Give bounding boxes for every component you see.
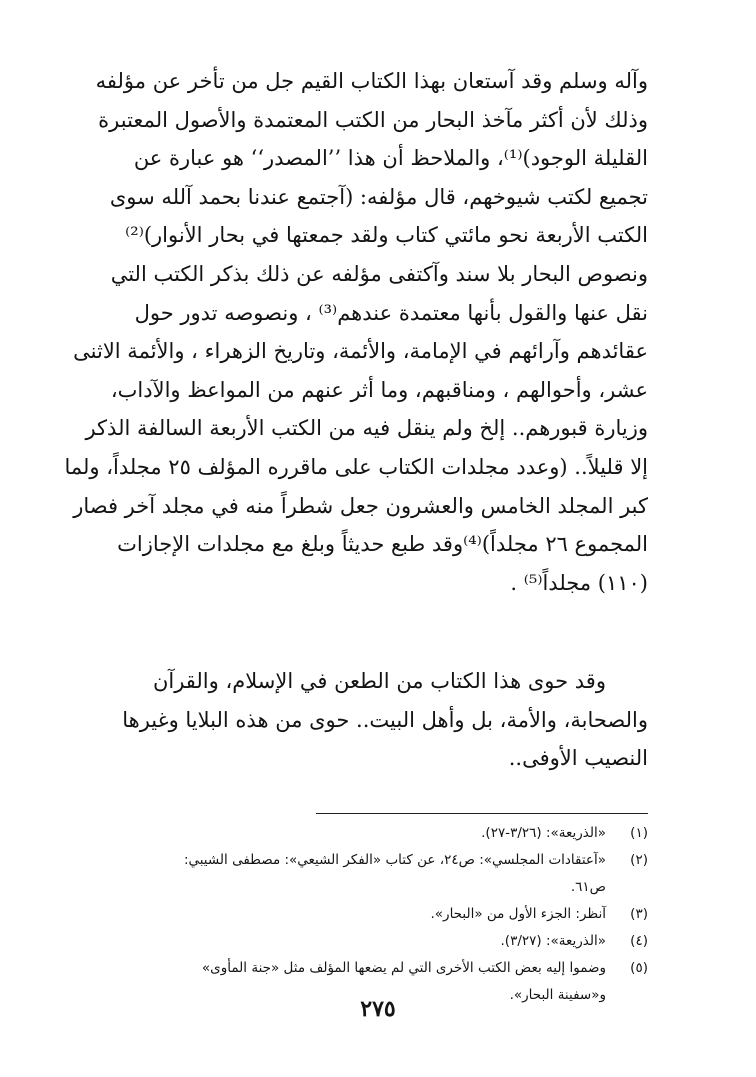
text-line: تجميع لكتب شيوخهم، قال مؤلفه: (آجتمع عندنا بحمد آلله سوى xyxy=(109,184,648,209)
page-number: ٢٧٥ xyxy=(360,996,396,1022)
text-line: ونصوص البحار بلا سند وآكتفى مؤلفه عن ذلك بذكر الكتب التي xyxy=(110,261,648,286)
footnote-text: «الذريعة»: (٣/٢٧). xyxy=(500,933,606,949)
text-line: وقد حوى هذا الكتاب من الطعن في الإسلام، والقرآن xyxy=(152,669,606,693)
footnote-number: (١) xyxy=(630,825,648,841)
text-line: إلا قليلاً.. (وعدد مجلدات الكتاب على ماقرره المؤلف ٢٥ مجلداً، ولما xyxy=(64,454,648,479)
text-line: القليلة الوجود)⁽¹⁾، والملاحظ أن هذا ’’المصدر‘‘ هو عبارة عن xyxy=(133,146,648,171)
text-line: والصحابة، والأمة، بل وأهل البيت.. حوى من هذه البلايا وغيرها xyxy=(122,707,648,732)
text-line: الكتب الأربعة نحو مائتي كتاب ولقد جمعتها في بحار الأنوار)⁽²⁾ xyxy=(125,223,648,248)
text-line: عشر، وأحوالهم ، ومناقبهم، وما أثر عنهم من المواعظ والآداب، xyxy=(110,377,648,402)
body-paragraph-1 xyxy=(64,62,648,602)
footnote-divider xyxy=(316,813,648,814)
text-line: عقائدهم وآرائهم في الإمامة، والأئمة، وتاريخ الزهراء ، والأئمة الاثنى xyxy=(73,339,648,364)
body-paragraph-2 xyxy=(110,662,648,778)
text-line: النصيب الأوفى.. xyxy=(508,746,648,771)
footnotes xyxy=(110,820,648,1009)
footnote-3 xyxy=(110,901,648,928)
footnote-text: و«سفينة البحار». xyxy=(509,987,606,1003)
text-line: المجموع ٢٦ مجلداً)⁽⁴⁾وقد طبع حديثاً وبلغ مع مجلدات الإجازات xyxy=(117,532,648,557)
footnote-text: «الذريعة»: (٣/٢٦-٢٧). xyxy=(481,825,606,841)
text-line: وآله وسلم وقد آستعان بهذا الكتاب القيم جل من تأخر عن مؤلفه xyxy=(95,69,648,93)
footnote-number: (٣) xyxy=(630,906,648,922)
footnote-2 xyxy=(110,847,648,901)
text-line: وزيارة قبورهم.. إلخ ولم ينقل فيه من الكتب الأربعة السالفة الذكر xyxy=(85,416,648,441)
footnote-1 xyxy=(110,820,648,847)
footnote-text: ص٦١. xyxy=(570,879,606,895)
text-line: نقل عنها والقول بأنها معتمدة عندهم⁽³⁾ ، ونصوصه تدور حول xyxy=(134,300,648,325)
footnote-number: (٤) xyxy=(630,933,648,949)
footnote-text: آنظر: الجزء الأول من «البحار». xyxy=(430,906,606,922)
footnote-number: (٥) xyxy=(630,960,648,976)
footnote-number: (٢) xyxy=(630,852,648,868)
text-line: وذلك لأن أكثر مآخذ البحار من الكتب المعتمدة والأصول المعتبرة xyxy=(98,107,648,132)
footnote-text: «آعتقادات المجلسي»: ص٢٤، عن كتاب «الفكر الشيعي»: مصطفى الشيبي: xyxy=(183,852,606,868)
text-line: كبر المجلد الخامس والعشرون جعل شطراً منه في مجلد آخر فصار xyxy=(73,493,648,518)
text-line: (١١٠) مجلداً⁽⁵⁾ . xyxy=(510,570,648,595)
footnote-text: وضموا إليه بعض الكتب الأخرى التي لم يضعها المؤلف مثل «جنة المأوى» xyxy=(201,960,606,976)
footnote-4 xyxy=(110,928,648,955)
